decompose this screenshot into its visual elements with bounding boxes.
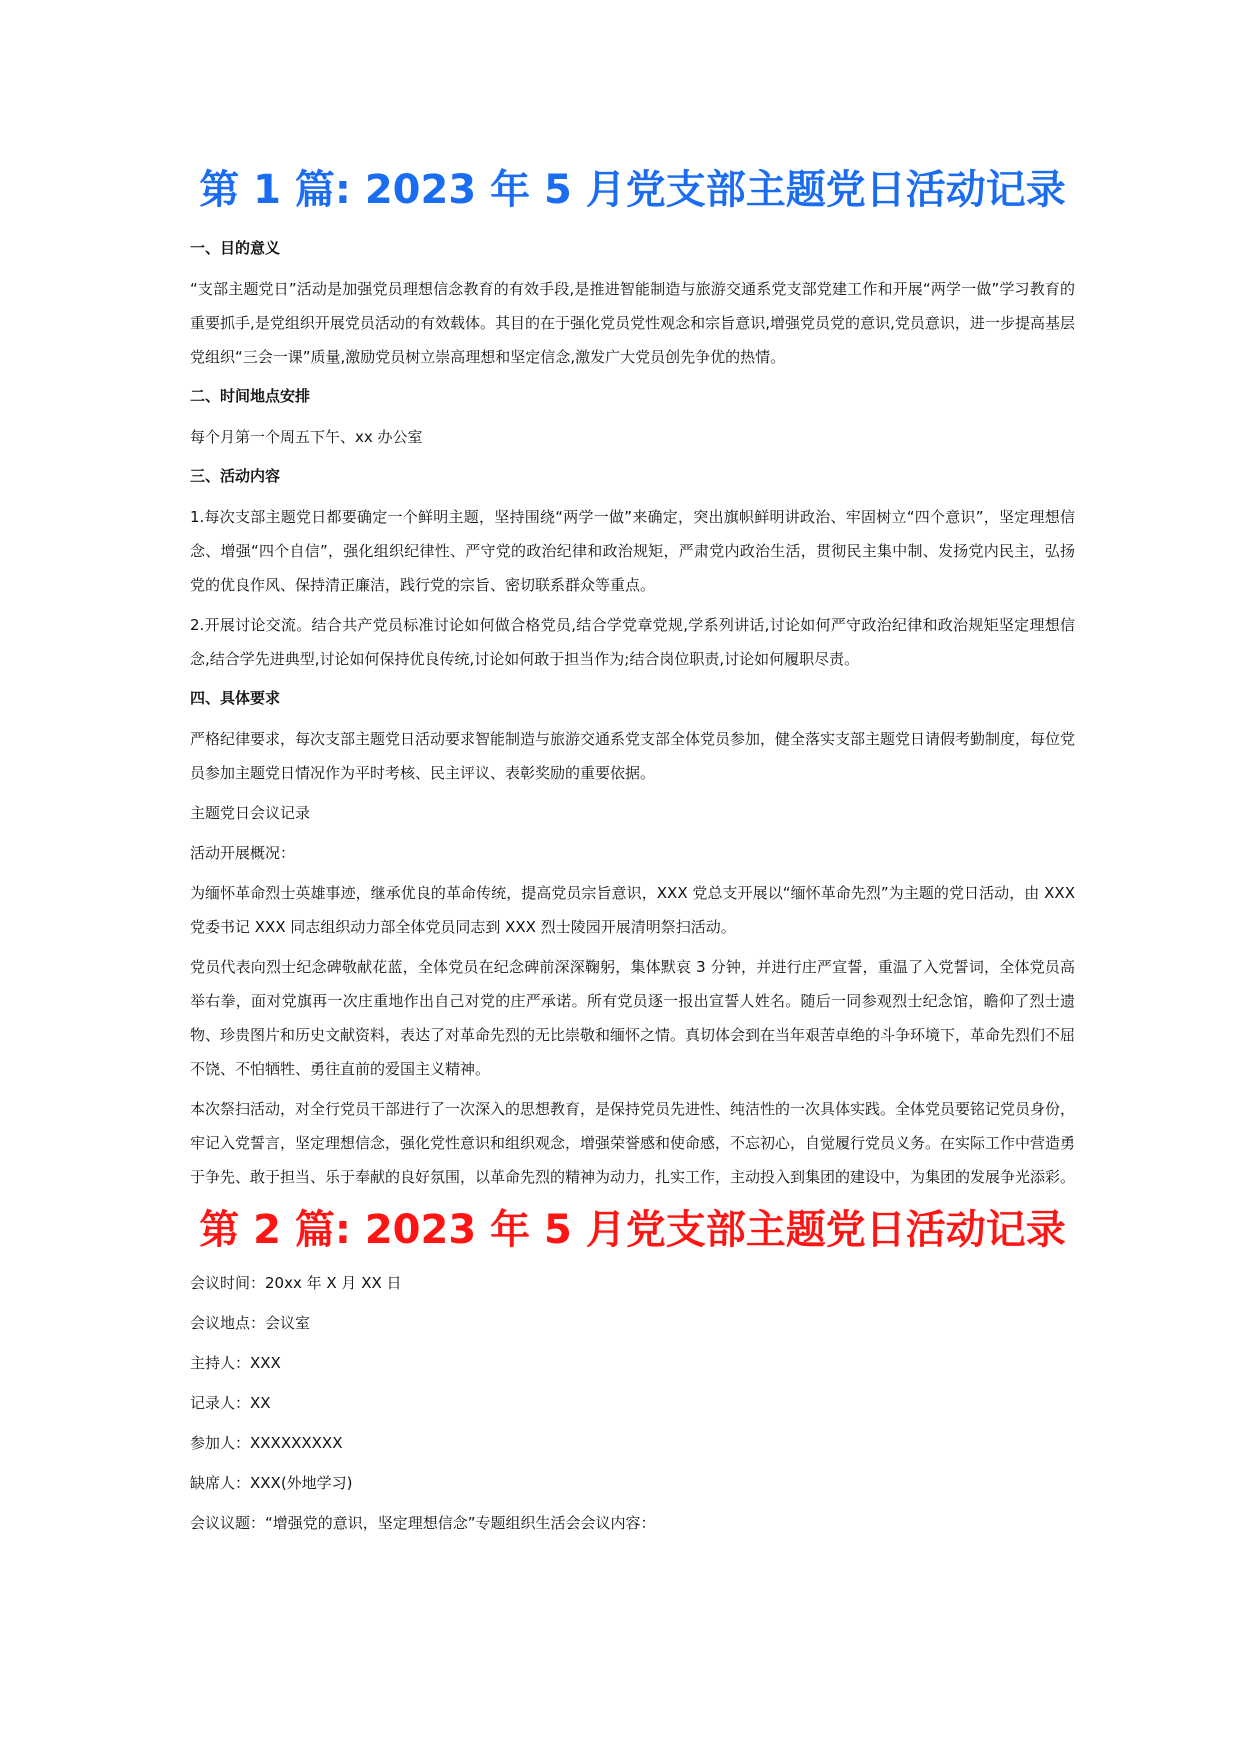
meeting-recorder: 记录人：XX bbox=[190, 1394, 271, 1412]
paragraph: 主题党日会议记录 bbox=[190, 804, 311, 822]
paragraph: 本次祭扫活动，对全行党员干部进行了一次深入的思想教育，是保持党员先进性、纯洁性的一次具体实践。全体党员要铭记党员身份，牢记入党誓言，坚定理想信念，强化党性意识和组织观念，增强荣誉感和使命感，不忘初心，自觉履行党员义务。在实际工作中营造勇于争先、敢于担当、乐于奉献的良好氛围，以革命先烈的精神为动力，扎实工作，主动投入到集团的建设中，为集团的发展争光添彩。 bbox=[190, 1100, 1076, 1186]
section-heading: 四、具体要求 bbox=[190, 689, 281, 707]
paragraph: 2.开展讨论交流。结合共产党员标准讨论如何做合格党员,结合学党章党规,学系列讲话,讨论如何严守政治纪律和政治规矩坚定理想信念,结合学先进典型,讨论如何保持优良传统,讨论如何敢于担当作为;结合岗位职责,讨论如何履职尽责。 bbox=[190, 616, 1075, 668]
section-requirements bbox=[190, 688, 1075, 1194]
section-heading: 一、目的意义 bbox=[190, 239, 281, 257]
meeting-info bbox=[190, 1266, 1075, 1540]
paragraph: 严格纪律要求，每次支部主题党日活动要求智能制造与旅游交通系党支部全体党员参加，健全落实支部主题党日请假考勤制度，每位党员参加主题党日情况作为平时考核、民主评议、表彰奖励的重要依据。 bbox=[190, 730, 1076, 782]
article-1-title: 第 1 篇: 2023 年 5 月党支部主题党日活动记录 bbox=[199, 167, 1066, 213]
meeting-attendees: 参加人：XXXXXXXXX bbox=[190, 1434, 343, 1452]
meeting-host: 主持人：XXX bbox=[190, 1354, 281, 1372]
meeting-absentees: 缺席人：XXX(外地学习) bbox=[190, 1474, 353, 1492]
paragraph: 活动开展概况： bbox=[190, 844, 296, 862]
paragraph: 1.每次支部主题党日都要确定一个鲜明主题，坚持围绕“两学一做”来确定，突出旗帜鲜明讲政治、牢固树立“四个意识”，坚定理想信念、增强“四个自信”，强化组织纪律性、严守党的政治纪律和政治规矩，严肃党内政治生活，贯彻民主集中制、发扬党内民主，弘扬党的优良作风、保持清正廉洁，践行党的宗旨、密切联系群众等重点。 bbox=[190, 508, 1075, 594]
paragraph: 党员代表向烈士纪念碑敬献花蓝，全体党员在纪念碑前深深鞠躬，集体默哀 3 分钟，并进行庄严宣誓，重温了入党誓词，全体党员高举右拳，面对党旗再一次庄重地作出自己对党的庄严承诺。所有党员逐一报出宣誓人姓名。随后一同参观烈士纪念馆，瞻仰了烈士遗物、珍贵图片和历史文献资料，表达了对革命先烈的无比崇敬和缅怀之情。真切体会到在当年艰苦卓绝的斗争环境下，革命先烈们不屈不饶、不怕牺牲、勇往直前的爱国主义精神。 bbox=[190, 958, 1076, 1078]
document-page bbox=[190, 160, 1075, 1546]
section-purpose bbox=[190, 238, 1075, 374]
meeting-topic: 会议议题：“增强党的意识，坚定理想信念”专题组织生活会会议内容： bbox=[190, 1514, 656, 1532]
meeting-location: 会议地点：会议室 bbox=[190, 1314, 311, 1332]
article-2-title: 第 2 篇: 2023 年 5 月党支部主题党日活动记录 bbox=[199, 1207, 1066, 1253]
section-heading: 三、活动内容 bbox=[190, 467, 281, 485]
paragraph: “支部主题党日”活动是加强党员理想信念教育的有效手段,是推进智能制造与旅游交通系党支部党建工作和开展“两学一做”学习教育的重要抓手,是党组织开展党员活动的有效载体。其目的在于强化党员党性观念和宗旨意识,增强党员党的意识,党员意识，进一步提高基层党组织“三会一课”质量,激励党员树立崇高理想和坚定信念,激发广大党员创先争优的热情。 bbox=[190, 280, 1075, 366]
section-activity-content bbox=[190, 466, 1075, 676]
paragraph: 每个月第一个周五下午、xx 办公室 bbox=[190, 428, 423, 446]
meeting-time: 会议时间：20xx 年 X 月 XX 日 bbox=[190, 1274, 402, 1292]
paragraph: 为缅怀革命烈士英雄事迹，继承优良的革命传统，提高党员宗旨意识，XXX 党总支开展以“缅怀革命先烈”为主题的党日活动，由 XXX 党委书记 XXX 同志组织动力部全体党员同志到 XXX 烈士陵园开展清明祭扫活动。 bbox=[190, 884, 1075, 936]
section-time-place bbox=[190, 386, 1075, 454]
section-heading: 二、时间地点安排 bbox=[190, 387, 311, 405]
